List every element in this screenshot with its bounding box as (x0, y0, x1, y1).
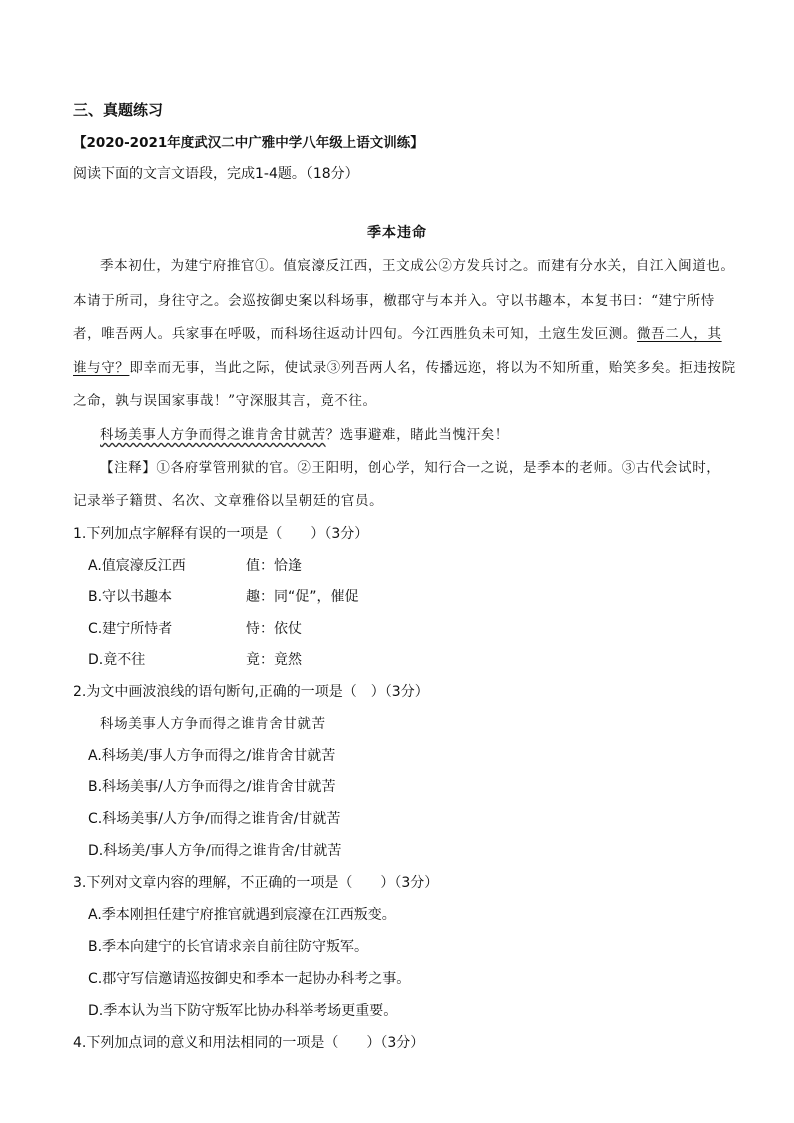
passage-line-2: 本请于所司，身往守之。会巡按御史案以科场事，檄郡守与本并入。守以书趣本，本复书曰：“建宁所恃 (73, 293, 715, 309)
passage-line-6 (100, 425, 509, 445)
passage-line-3 (73, 324, 722, 344)
q3-option-a: A.季本刚担任建宁府推官就遇到宸濠在江西叛变。 (88, 907, 396, 923)
q1-option-c: C.建宁所恃者 (88, 621, 173, 637)
q2-option-d: D.科场美/事人方争/而得之谁肯舍/甘就苦 (88, 843, 342, 859)
q1-stem: 1.下列加点字解释有误的一项是（ ）（3分） (73, 526, 369, 542)
passage-line-4-text: 即幸而无事，当此之际，使试录③列吾两人名，传播远迩，将以为不知所重，贻笑多矣。拒违按院 (129, 360, 736, 376)
passage-title: 季本违命 (367, 225, 427, 241)
q1-option-d-gloss: 竟：竟然 (246, 652, 302, 668)
q3-option-b: B.季本向建宁的长官请求亲自前往防守叛军。 (88, 939, 369, 955)
q1-option-b: B.守以书趣本 (88, 589, 173, 605)
q3-option-d: D.季本认为当下防守叛军比协办科举考场更重要。 (88, 1003, 398, 1019)
wavy-line-sentence: 科场美事人方争而得之谁肯舍甘就苦 (100, 427, 326, 443)
note-line-2: 记录举子籍贯、名次、文章雅俗以呈朝廷的官员。 (73, 493, 384, 509)
q3-stem: 3.下列对文章内容的理解，不正确的一项是（ ）（3分） (73, 875, 439, 891)
q2-option-a: A.科场美/事人方争而得之/谁肯舍甘就苦 (88, 748, 336, 764)
q4-stem: 4.下列加点词的意义和用法相同的一项是（ ）（3分） (73, 1035, 425, 1051)
instruction: 阅读下面的文言文语段，完成1-4题。（18分） (73, 166, 359, 182)
passage-line-6-text: ？选事避难，睹此当愧汗矣！ (325, 427, 509, 443)
q1-option-d: D.竟不往 (88, 652, 146, 668)
passage-line-1: 季本初仕，为建宁府推官①。值宸濠反江西，王文成公②方发兵讨之。而建有分水关，自江入闽道也。 (100, 258, 735, 274)
q2-option-c: C.科场美事/人方争/而得之谁肯舍/甘就苦 (88, 811, 341, 827)
passage-line-4 (73, 358, 736, 378)
passage-line-5: 之命，孰与误国家事哉！”守深服其言，竟不往。 (73, 393, 377, 409)
underlined-phrase-b: 谁与守？ (73, 360, 130, 376)
q1-option-c-gloss: 恃：依仗 (246, 621, 302, 637)
section-heading: 三、真题练习 (73, 101, 164, 119)
note-line-1: 【注释】①各府掌管刑狱的官。②王阳明，创心学，知行合一之说，是季本的老师。③古代会试时， (100, 460, 721, 476)
q3-option-c: C.郡守写信邀请巡按御史和季本一起协办科考之事。 (88, 971, 411, 987)
q1-option-b-gloss: 趣：同“促”，催促 (246, 589, 359, 605)
source-heading: 【2020-2021年度武汉二中广雅中学八年级上语文训练】 (73, 135, 424, 151)
underlined-phrase-a: 微吾二人，其 (637, 326, 722, 342)
q2-option-b: B.科场美事/人方争而得之/谁肯舍甘就苦 (88, 779, 336, 795)
q2-stem: 2.为文中画波浪线的语句断句,正确的一项是（ ）（3分） (73, 684, 429, 700)
q1-option-a: A.值宸濠反江西 (88, 558, 186, 574)
q2-sentence: 科场美事人方争而得之谁肯舍甘就苦 (100, 716, 326, 732)
q1-option-a-gloss: 值：恰逢 (246, 558, 302, 574)
passage-line-3-text: 者，唯吾两人。兵家事在呼吸，而科场往返动计四旬。今江西胜负未可知，土寇生发叵测。 (73, 326, 637, 342)
